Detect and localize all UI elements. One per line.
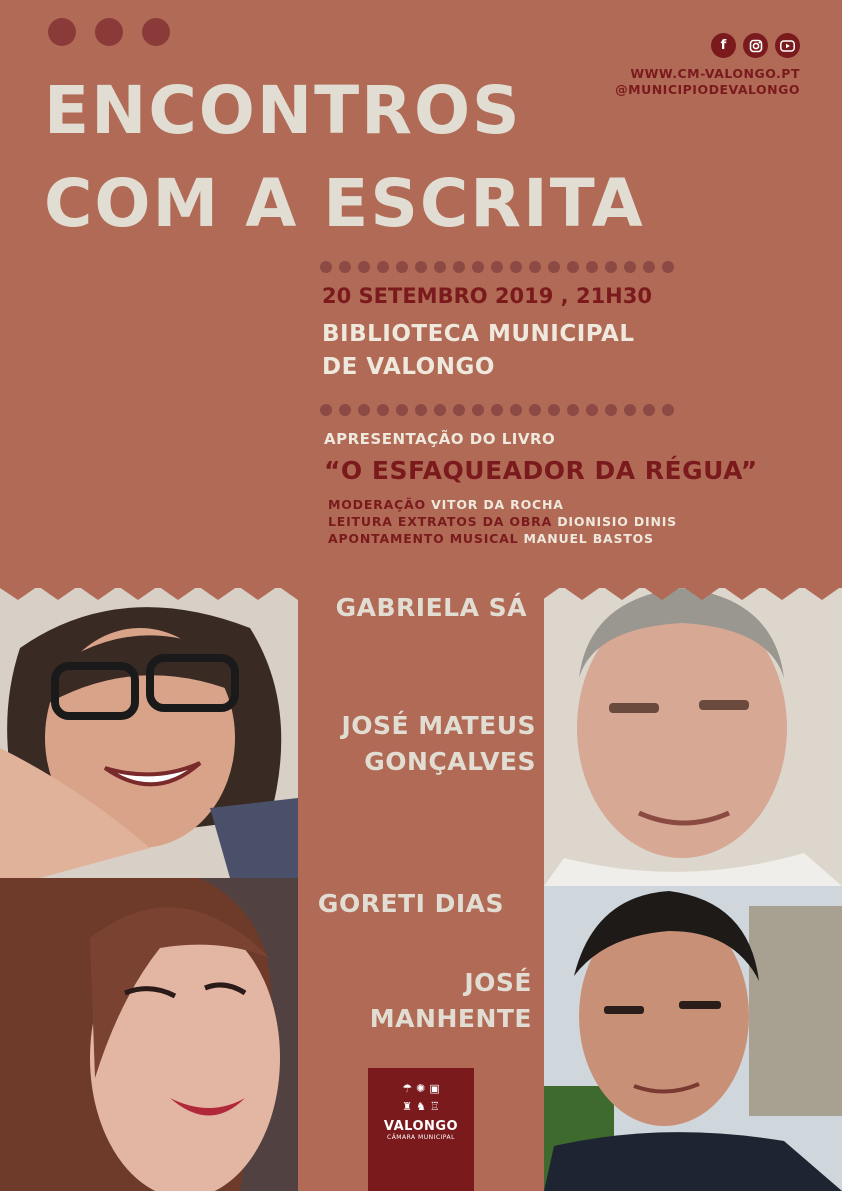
dot-divider-2 [320,404,674,416]
youtube-icon[interactable] [775,33,800,58]
dot [605,261,617,273]
dot [472,261,484,273]
dot [491,261,503,273]
dot [358,404,370,416]
dot [567,261,579,273]
dot [320,261,332,273]
cyclist-icon: ♞ [416,1100,426,1113]
dot [415,261,427,273]
social-handle[interactable]: @MUNICIPIODEVALONGO [615,82,800,97]
credit-person: MANUEL BASTOS [523,531,654,546]
dot [95,18,123,46]
dot [491,404,503,416]
logo-name: VALONGO [383,1119,459,1134]
dot [624,404,636,416]
dot [529,404,541,416]
participant-name-line: GONÇALVES [364,747,536,776]
presentation-label: APRESENTAÇÃO DO LIVRO [324,430,556,448]
dot [320,404,332,416]
dot [377,404,389,416]
dot [358,261,370,273]
dot [643,404,655,416]
participant-name-line: MANHENTE [369,1004,532,1033]
participant-name: GORETI DIAS [317,889,504,918]
event-date-time: 20 SETEMBRO 2019 , 21H30 [322,284,652,308]
participant-name-line: JOSÉ [464,968,532,997]
social-icons [711,33,800,58]
dot [453,261,465,273]
photo-jose-mateus-goncalves [544,588,842,886]
photo-gabriela-sa [0,588,298,878]
screen-icon: ▣ [429,1082,440,1095]
dot [662,261,674,273]
dot [339,404,351,416]
logo-subtitle: CÂMARA MUNICIPAL [387,1134,455,1141]
poster-title [44,64,645,250]
logo-icons [368,1068,474,1095]
venue-line-1: BIBLIOTECA MUNICIPAL [322,321,635,347]
credit-line [328,496,677,513]
umbrella-icon: ☂ [402,1082,413,1095]
dot [396,261,408,273]
dot [434,261,446,273]
credits [328,496,677,547]
dot [548,404,560,416]
title-line-1: ENCONTROS [44,72,522,149]
dot [567,404,579,416]
dot [662,404,674,416]
dot [142,18,170,46]
instagram-icon[interactable] [743,33,768,58]
logo-icons [368,1095,474,1113]
municipal-logo [368,1068,474,1191]
dot [396,404,408,416]
photo-goreti-dias [0,878,298,1191]
credit-line [328,513,677,530]
dot [434,404,446,416]
credit-role: LEITURA EXTRATOS DA OBRA [328,514,553,529]
figure-icon: ♜ [402,1100,413,1113]
dot [529,261,541,273]
website-link[interactable]: WWW.CM-VALONGO.PT [630,66,800,81]
participant-name [370,965,532,1037]
dot-divider-1 [320,261,674,273]
dot [586,404,598,416]
dot [605,404,617,416]
dot [510,261,522,273]
credit-person: VITOR DA ROCHA [431,497,564,512]
dot [453,404,465,416]
venue-line-2: DE VALONGO [322,354,495,380]
dot [339,261,351,273]
dot [624,261,636,273]
credit-line [328,530,677,547]
sun-icon: ✺ [416,1082,426,1095]
participant-name: GABRIELA SÁ [335,593,527,622]
dot [415,404,427,416]
credit-role: MODERAÇÃO [328,497,426,512]
photo-jose-manhente [544,886,842,1191]
castle-icon: ♖ [429,1100,440,1113]
participant-name [341,708,536,780]
credit-role: APONTAMENTO MUSICAL [328,531,519,546]
dot [472,404,484,416]
facebook-icon[interactable]: f [711,33,736,58]
dot [377,261,389,273]
dot [548,261,560,273]
title-line-2: COM A ESCRITA [44,165,645,242]
event-venue [322,318,634,384]
book-title: “O ESFAQUEADOR DA RÉGUA” [324,456,758,485]
credit-person: DIONISIO DINIS [557,514,677,529]
dot [643,261,655,273]
participant-name-line: JOSÉ MATEUS [341,711,536,740]
dot [586,261,598,273]
dot [48,18,76,46]
dot [510,404,522,416]
decorative-dots [48,18,170,46]
